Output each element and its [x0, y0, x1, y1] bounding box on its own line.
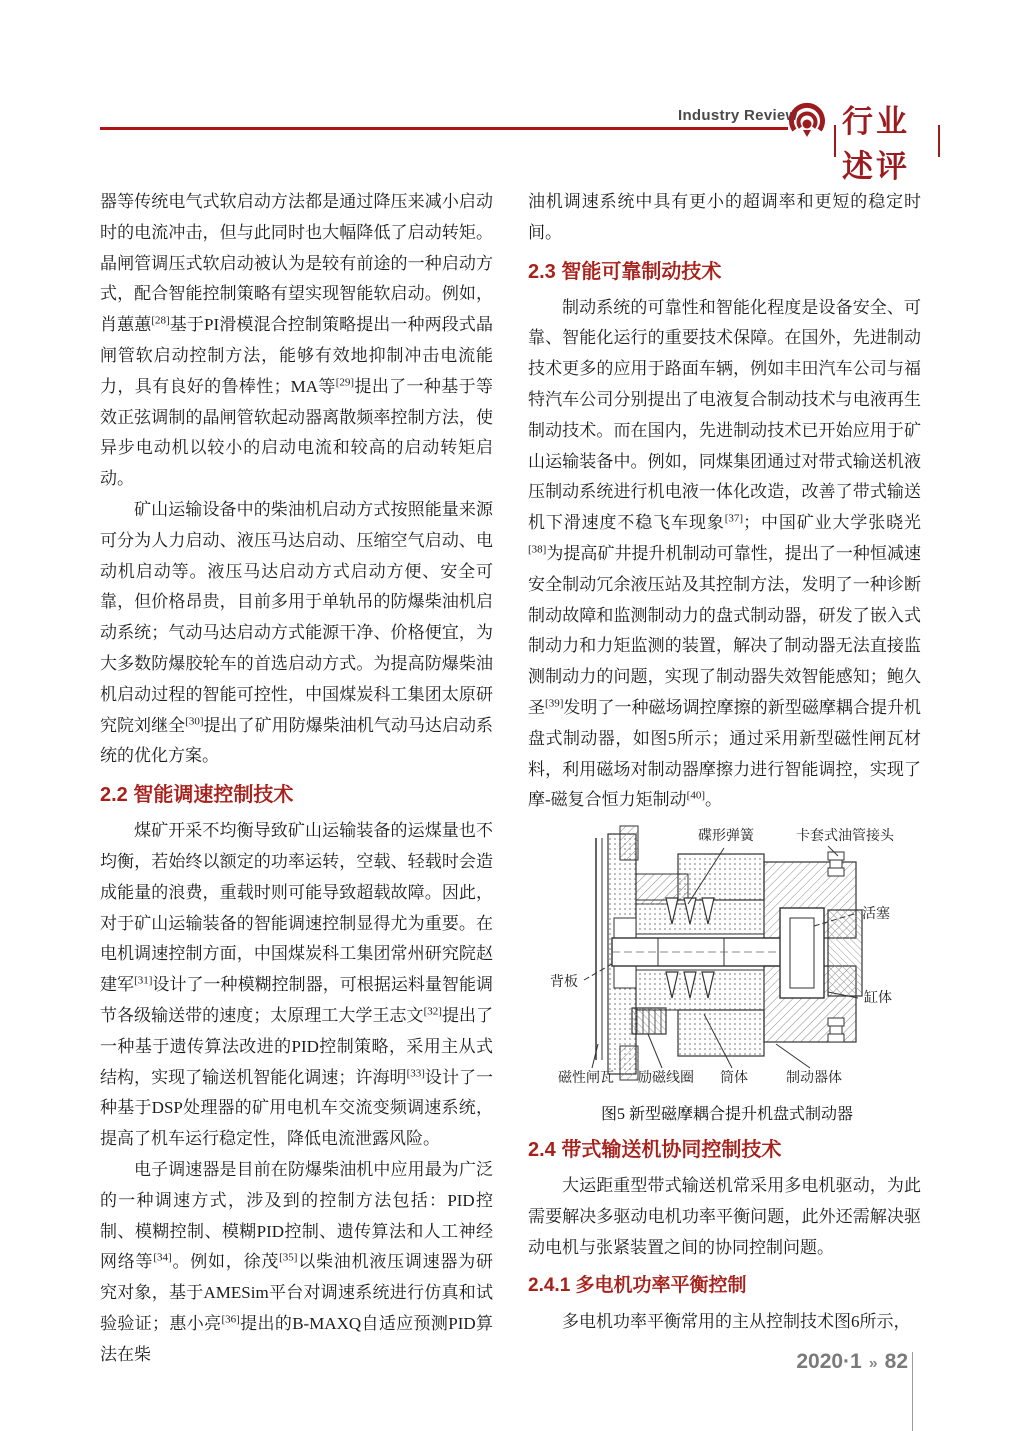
text-run: 为提高矿井提升机制动可靠性，提出了一种恒减速安全制动冗余液压站及其控制方法，发明了一种诊断制动故障和监测制动力的盘式制动器，研发了嵌入式制动力和力矩监测的装置，解决了制动器无法直接监测制动力的问题，实现了制动器失效智能感知；鲍久圣: [528, 543, 921, 717]
citation-ref: [34]: [153, 1251, 172, 1264]
footer-separator: »: [868, 1355, 878, 1372]
title-bar-left: [834, 125, 836, 157]
text-run: 基于PI滑模混合控制策略提出一种两段式晶闸管软启动控制方法，能够有效地抑制冲击电流能力，具有良好的鲁棒性；MA等: [100, 315, 494, 396]
text-run: ；中国矿业大学张晓光: [743, 513, 922, 533]
page-number: 82: [884, 1350, 908, 1373]
text-run: 提出了一种基于等效正弦调制的晶闸管软起动器离散频率控制方法，使异步电动机以较小的启动电流和较高的启动转矩启动。: [100, 376, 493, 489]
citation-ref: [40]: [686, 789, 705, 802]
journal-section-title: 行业述评: [841, 104, 910, 184]
text-run: 矿山运输设备中的柴油机启动方式按照能量来源可分为人力启动、液压马达启动、压缩空气启动、电动机启动等。液压马达启动方式启动方便、安全可靠，但价格昂贵，目前多用于单轨吊的防爆柴油机启动系统；气动马达启动方式能源干净、价格便宜，为大多数防爆胶轮车的首选启动方式。为提高防爆柴油机启动过程的智能可控性，中国煤炭科工集团太原研究院刘继全: [100, 499, 493, 735]
text-run: 油机调速系统中具有更小的超调率和更短的稳定时间。: [528, 192, 921, 242]
header-english-label: Industry Review: [678, 107, 798, 124]
citation-ref: [36]: [221, 1313, 240, 1326]
citation-ref: [32]: [423, 1005, 442, 1018]
text-run: 2.4.1 多电机功率平衡控制: [528, 1275, 747, 1297]
citation-ref: [35]: [279, 1251, 298, 1264]
text-run: 大运距重型带式输送机常采用多电机驱动，为此需要解决多驱动电机功率平衡问题，此外还需解决驱动电机与张紧装置之间的协同控制问题。: [528, 1175, 921, 1257]
journal-logo-icon: [784, 99, 830, 145]
figure-label-brake-body: 制动器体: [786, 1071, 842, 1087]
paragraph: [100, 187, 493, 495]
figure-caption: 图5 新型磁摩耦合提升机盘式制动器: [600, 1105, 853, 1123]
text-run: 器等传统电气式软启动方法都是通过降压来减小启动时的电流冲击，但与此同时也大幅降低了启动转矩。晶闸管调压式软启动被认为是较有前途的一种启动方式，配合智能控制策略有望实现智能软启动。例如，肖蕙蕙: [100, 192, 493, 335]
issue-label: 2020·1: [796, 1350, 862, 1373]
paragraph: [528, 1171, 921, 1263]
text-run: 。例如，徐茂: [171, 1252, 280, 1272]
header-rule: [100, 127, 788, 130]
paragraph: [100, 495, 493, 772]
right-column-bottom-text: [528, 1137, 921, 1338]
text-run: 。: [705, 790, 722, 810]
figure-label-excitation-coil: 励磁线圈: [638, 1071, 694, 1087]
title-bar-right: [938, 125, 940, 157]
text-run: 发明了一种磁场调控摩擦的新型磁摩耦合提升机盘式制动器，如图5所示；通过采用新型磁性闸瓦材料，利用磁场对制动器摩擦力进行智能调控，实现了摩-磁复合恒力矩制动: [528, 697, 921, 810]
paragraph: [528, 187, 921, 249]
page-footer: [0, 1350, 908, 1380]
right-column: [528, 187, 921, 1338]
figure-label-cylinder: 缸体: [864, 991, 892, 1007]
text-run: 以柴油机液压调速器为研究对象，基于AMESim平台对调速系统进行仿真和试验验证；惠小亮: [100, 1252, 494, 1333]
paragraph: [100, 1155, 493, 1371]
figure-label-disc-spring: 碟形弹簧: [698, 829, 754, 845]
paragraph: [100, 816, 493, 1155]
citation-ref: [37]: [724, 512, 744, 525]
text-run: 设计了一种基于DSP处理器的矿用电机车交流变频调速系统，提高了机车运行稳定性，降低电流泄露风险。: [100, 1067, 494, 1149]
citation-ref: [39]: [545, 697, 564, 710]
footer-rule: [912, 1352, 913, 1431]
section-heading: [528, 259, 921, 285]
paragraph: [528, 293, 921, 817]
figure-label-oil-pipe-joint: 卡套式油管接头: [796, 829, 894, 845]
paragraph: [528, 1307, 921, 1338]
figure-label-back-plate: 背板: [550, 975, 578, 991]
figure-label-barrel: 筒体: [720, 1071, 748, 1087]
citation-ref: [33]: [406, 1066, 425, 1079]
text-run: 煤矿开采不均衡导致矿山运输装备的运煤量也不均衡，若始终以额定的功率运转，空载、轻载时会造成能量的浪费，重载时则可能导致超载故障。因此，对于矿山运输装备的智能调速控制显得尤为重要。在电机调速控制方面，中国煤炭科工集团常州研究院赵建军: [100, 821, 493, 995]
citation-ref: [30]: [185, 714, 204, 727]
text-run: 2.3 智能可靠制动技术: [528, 260, 722, 283]
text-run: 电子调速器是目前在防爆柴油机中应用最为广泛的一种调速方式，涉及到的控制方法包括：PID控制、模糊控制、模糊PID控制、遗传算法和人工神经网络等: [100, 1159, 493, 1272]
figure-label-piston: 活塞: [862, 907, 890, 923]
subsection-heading: [528, 1273, 921, 1299]
text-run: 设计了一种模糊控制器，可根据运料量智能调节各级输送带的速度；太原理工大学王志文: [100, 975, 494, 1025]
section-heading: [528, 1137, 921, 1163]
section-heading: [100, 782, 493, 808]
text-run: 多电机功率平衡常用的主从控制技术图6所示，: [562, 1312, 911, 1332]
text-run: 2.4 带式输送机协同控制技术: [528, 1138, 782, 1161]
citation-ref: [28]: [151, 314, 170, 327]
right-column-top-text: [528, 187, 921, 816]
text-run: 提出了一种基于遗传算法改进的PID控制策略，采用主从式结构，实现了输送机智能化调速；许海明: [100, 1005, 494, 1087]
citation-ref: [29]: [335, 376, 355, 389]
text-run: 2.2 智能调速控制技术: [100, 784, 294, 807]
text-run: 提出了矿用防爆柴油机气动马达启动系统的优化方案。: [100, 715, 494, 766]
header-chinese-title: [834, 96, 940, 186]
citation-ref: [38]: [528, 543, 547, 556]
figure-5: [528, 822, 926, 1127]
brake-cross-section-diagram: [528, 822, 926, 1090]
text-run: 提出的B-MAXQ自适应预测PID算法在柴: [100, 1313, 494, 1364]
figure-label-magnetic-brake-shoe: 磁性闸瓦: [558, 1071, 614, 1087]
left-column: [100, 187, 493, 1370]
text-run: 制动系统的可靠性和智能化程度是设备安全、可靠、智能化运行的重要技术保障。在国外，先进制动技术更多的应用于路面车辆，例如丰田汽车公司与福特汽车公司分别提出了电液复合制动技术与电液再生制动技术。而在国内，先进制动技术已开始应用于矿山运输装备中。例如，同煤集团通过对带式输送机液压制动系统进行机电液一体化改造，改善了带式输送机下滑速度不稳飞车现象: [528, 297, 921, 533]
page-header: [100, 98, 940, 184]
citation-ref: [31]: [134, 974, 153, 987]
